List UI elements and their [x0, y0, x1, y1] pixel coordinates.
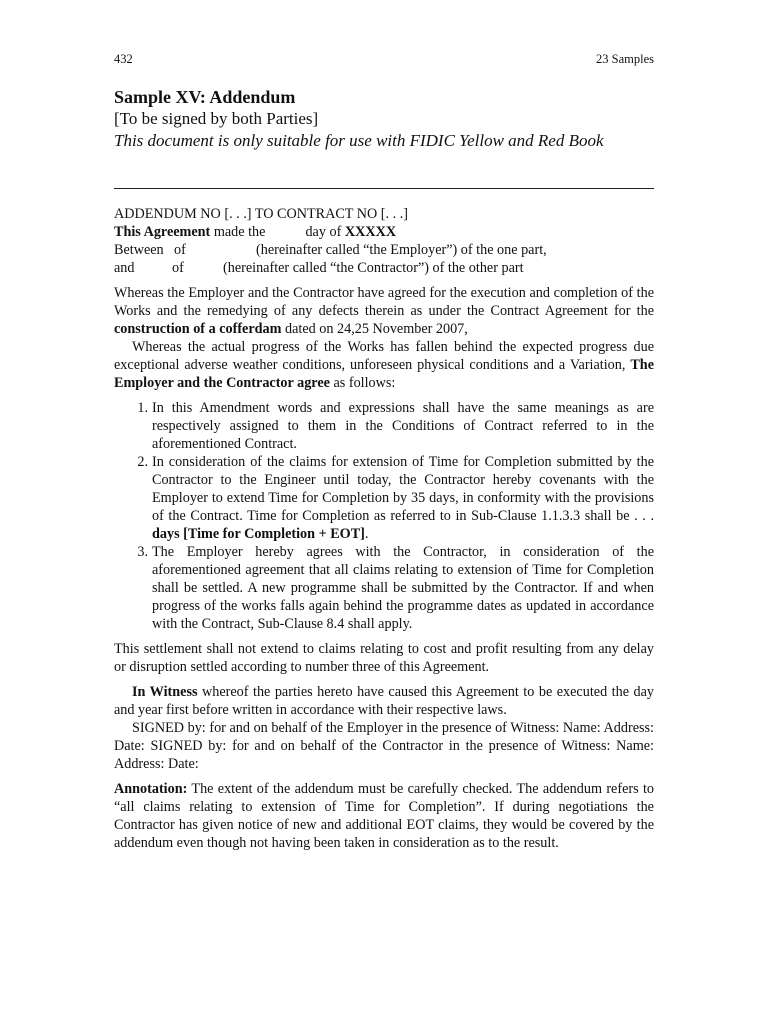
- whereas-paragraph-2: Whereas the actual progress of the Works has fallen behind the expected progress due exceptional adverse weather conditions, unforeseen physical conditions and a Variation, The Employer and the Contractor agree as follows:: [114, 339, 654, 391]
- sample-subtitle: [To be signed by both Parties]: [114, 109, 319, 128]
- between-line: Between of (hereinafter called “the Employer”) of the one part,: [114, 242, 547, 258]
- chapter-title: 23 Samples: [596, 52, 654, 66]
- signed-paragraph: SIGNED by: for and on behalf of the Employer in the presence of Witness: Name: Address: Date: SIGNED by: for and on behalf of the Contractor in the presence of Witness: Name: Address: Date:: [114, 720, 654, 772]
- addendum-heading: ADDENDUM NO [. . .] TO CONTRACT NO [. . .]: [114, 206, 408, 222]
- list-item: 1. In this Amendment words and expressions shall have the same meanings as are respectively assigned to them in the Conditions of Contract referred to in the aforementioned Contract.: [137, 400, 654, 452]
- agreement-date: XXXXX: [344, 224, 397, 240]
- page-number: 432: [114, 52, 133, 66]
- agreement-label: This Agreement: [114, 224, 211, 240]
- annotation-paragraph: Annotation: The extent of the addendum must be carefully checked. The addendum refers to “all claims relating to extension of Time for Completion”. If during negotiations the Contractor has given notice of new and additional EOT claims, they would be covered by the addendum even though not having been taken in consideration as to the result.: [114, 781, 654, 851]
- list-item: 2. In consideration of the claims for extension of Time for Completion submitted by the Contractor to the Engineer until today, the Contractor hereby covenants with the Employer to extend Time for Completion by 35 days, in conformity with the provisions of the Contract. Time for Completion as referred to in Sub-Clause 1.1.3.3 shall be . . . days [Time for Completion + EOT].: [137, 454, 654, 542]
- sample-title: Sample XV: Addendum: [114, 87, 296, 107]
- whereas-paragraph-1: Whereas the Employer and the Contractor have agreed for the execution and completion of the Works and the remedying of any defects therein as under the Contract Agreement for the construction of a cofferdam dated on 24,25 November 2007,: [114, 285, 654, 337]
- running-head: [114, 52, 654, 67]
- document-body: [114, 205, 654, 852]
- and-line: and of (hereinafter called “the Contractor”) of the other part: [114, 260, 524, 276]
- settlement-paragraph: This settlement shall not extend to claims relating to cost and profit resulting from any delay or disruption settled according to number three of this Agreement.: [114, 641, 654, 675]
- list-item: 3. The Employer hereby agrees with the Contractor, in consideration of the aforementioned agreement that all claims relating to extension of Time for Completion shall be settled. A new programme shall be submitted by the Contractor. If and when progress of the works falls again behind the programme dates as updated in accordance with the Contract, Sub-Clause 8.4 shall apply.: [137, 544, 654, 632]
- usage-note: This document is only suitable for use with FIDIC Yellow and Red Book: [114, 131, 604, 150]
- agreement-line: This Agreement made the day of XXXXX: [114, 224, 397, 240]
- divider-rule: [114, 188, 654, 189]
- witness-paragraph: In Witness whereof the parties hereto have caused this Agreement to be executed the day and year first before written in accordance with their respective laws.: [114, 684, 654, 718]
- clauses-list: [114, 399, 654, 633]
- title-block: [114, 86, 654, 152]
